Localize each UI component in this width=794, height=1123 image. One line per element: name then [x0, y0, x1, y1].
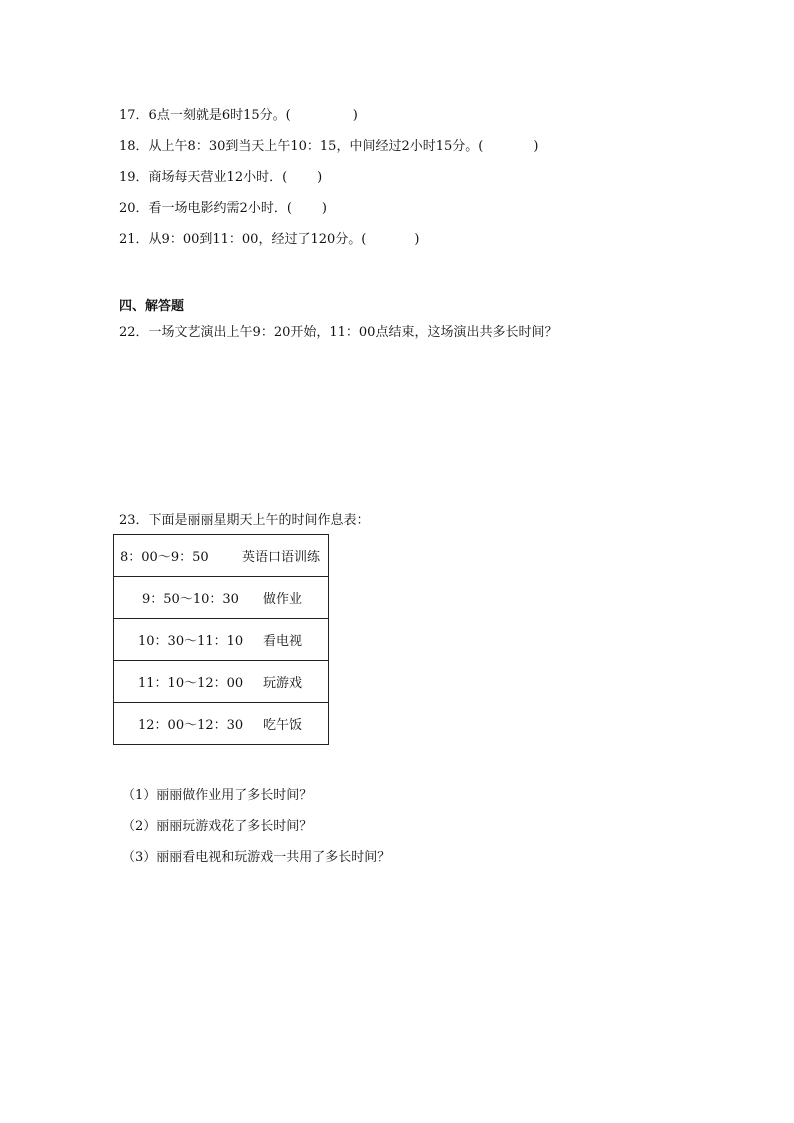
activity: 玩游戏: [262, 676, 302, 691]
question-21: 21．从9：00到11：00，经过了120分。( ): [119, 232, 420, 247]
sub-question-2: （2）丽丽玩游戏花了多长时间？: [122, 819, 313, 834]
table-row: [114, 535, 329, 577]
table-row: [114, 661, 329, 703]
table-row: [114, 577, 329, 619]
question-18: 18．从上午8：30到当天上午10：15，中间经过2小时15分。( ): [119, 139, 539, 154]
section-title: 四、解答题: [119, 299, 185, 314]
activity: 吃午饭: [262, 718, 302, 733]
activity: 做作业: [262, 592, 302, 607]
activity: 看电视: [262, 634, 302, 649]
question-19: 19．商场每天营业12小时．( ): [119, 170, 323, 185]
question-23-intro: 23．下面是丽丽星期天上午的时间作息表：: [119, 513, 370, 528]
time-range: 9：50～10：30: [142, 592, 239, 607]
question-22: 22．一场文艺演出上午9：20开始，11：00点结束，这场演出共多长时间？: [119, 325, 558, 340]
question-17: 17．6点一刻就是6时15分。( ): [119, 108, 358, 123]
question-20: 20．看一场电影约需2小时．( ): [119, 201, 327, 216]
sub-question-1: （1）丽丽做作业用了多长时间？: [122, 788, 313, 803]
schedule-table: [113, 534, 329, 745]
time-range: 10：30～11：10: [138, 634, 244, 649]
sub-question-3: （3）丽丽看电视和玩游戏一共用了多长时间？: [122, 850, 391, 865]
activity: 英语口语训练: [241, 550, 320, 565]
time-range: 12：00～12：30: [138, 718, 244, 733]
table-row: [114, 703, 329, 745]
time-range: 8：00～9：50: [120, 550, 209, 565]
table-row: [114, 619, 329, 661]
time-range: 11：10～12：00: [138, 676, 244, 691]
